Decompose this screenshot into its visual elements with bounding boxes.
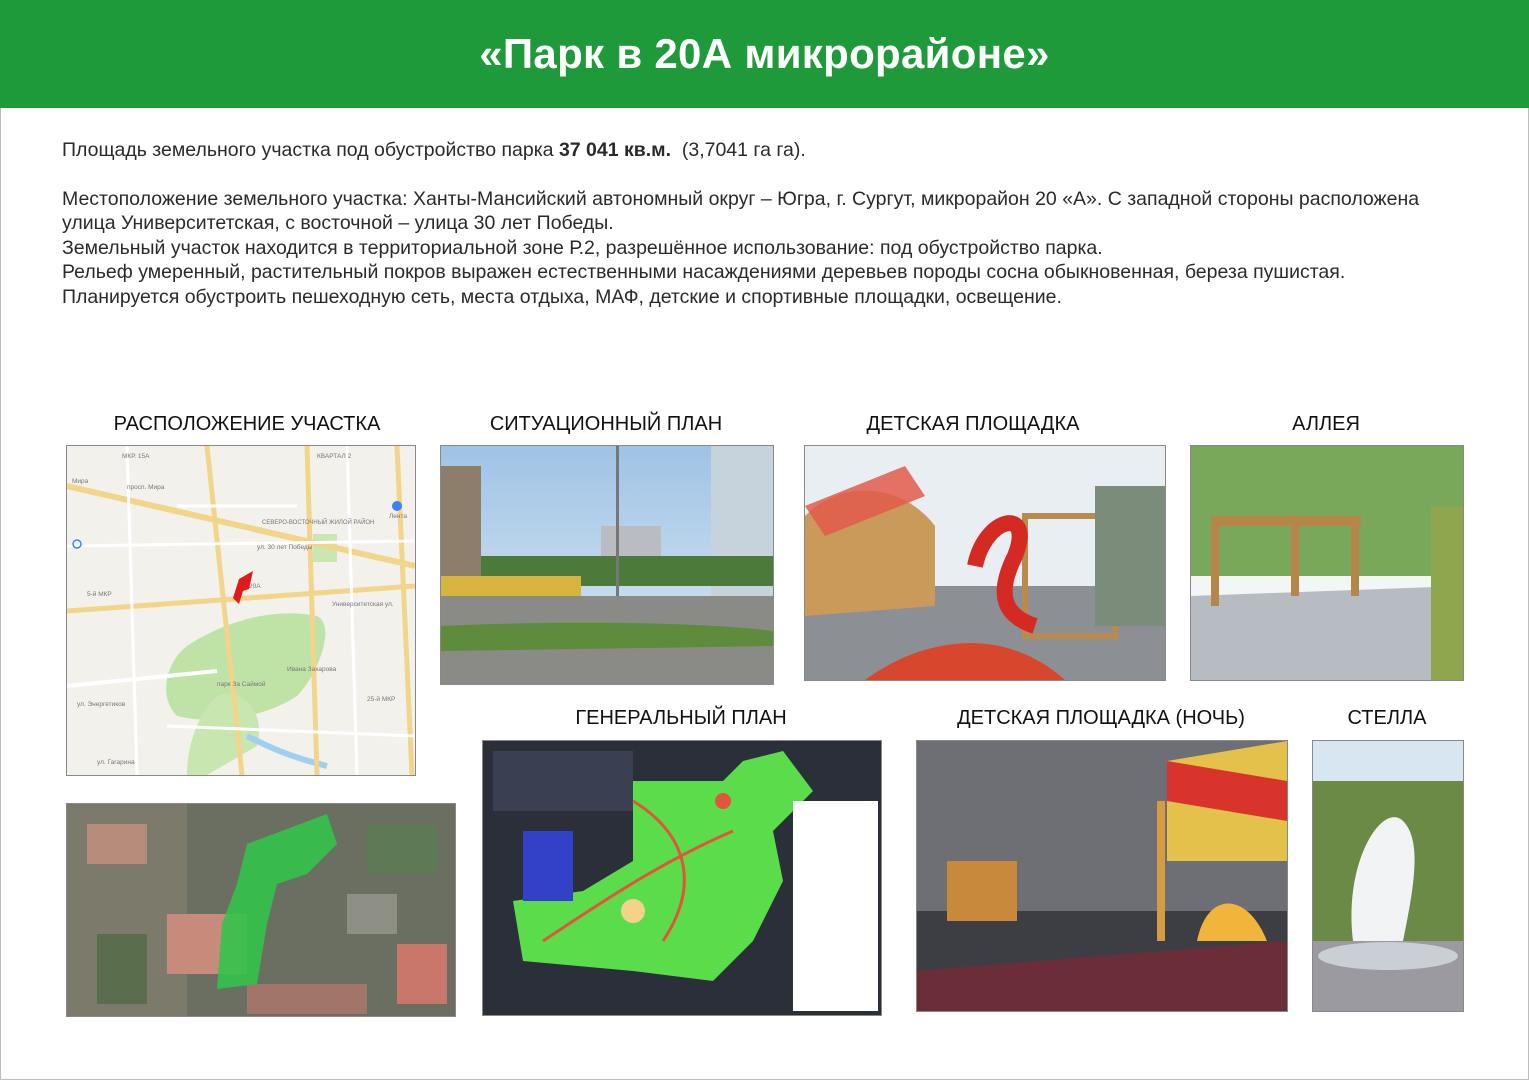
caption-general-plan: ГЕНЕРАЛЬНЫЙ ПЛАН (575, 707, 787, 729)
area-value: 37 041 кв.м. (558, 139, 672, 161)
map-label: парк За Саймой (217, 681, 266, 688)
map-label: 20А (249, 583, 261, 590)
stele-render-svg (1313, 741, 1463, 1011)
street-map (66, 445, 416, 776)
page-title: «Парк в 20А микрорайоне» (479, 30, 1050, 77)
caption-location: РАСПОЛОЖЕНИЕ УЧАСТКА (113, 413, 381, 435)
map-label: Ивана Захарова (287, 666, 337, 673)
map-label: Мира (72, 478, 89, 485)
playground-render-svg (805, 446, 1165, 680)
map-label: Лента (389, 513, 407, 520)
map-label: 25-й МКР (367, 696, 396, 703)
alley-render-svg (1191, 446, 1463, 680)
map-label: МКР. 15А (122, 453, 150, 460)
header-bar (0, 0, 1529, 108)
area-paragraph (62, 138, 1472, 163)
location-paragraph: Местоположение земельного участка: Ханты-Мансийский автономный округ – Югра, г. Сургут, микрорайон 20 «А». С западной стороны расположена улица Университетская, с восточной – улица 30 лет Победы. (62, 187, 1420, 234)
playground-night-svg (917, 741, 1287, 1011)
zone-paragraph: Земельный участок находится в территориальной зоне Р.2, разрешённое использование: под обустройство парка. (62, 236, 1103, 259)
map-label: Университетская ул. (332, 601, 394, 608)
caption-playground: ДЕТСКАЯ ПЛОЩАДКА (866, 413, 1080, 435)
map-label: 5-й МКР (87, 591, 112, 598)
alley-render (1190, 445, 1464, 681)
plans-paragraph: Планируется обустроить пешеходную сеть, места отдыха, МАФ, детские и спортивные площадки, освещение. (62, 285, 1062, 308)
area-prefix: Площадь земельного участка под обустройство парка (62, 139, 559, 161)
playground-render (804, 445, 1166, 681)
caption-alley: АЛЛЕЯ (1292, 413, 1360, 435)
relief-paragraph: Рельеф умеренный, растительный покров выражен естественными насаждениями деревьев породы сосна обыкновенная, береза пушистая. (62, 261, 1346, 283)
caption-playground-night: ДЕТСКАЯ ПЛОЩАДКА (НОЧЬ) (957, 707, 1245, 729)
map-label: КВАРТАЛ 2 (317, 453, 352, 460)
satellite-photo-svg (67, 804, 455, 1016)
map-label: СЕВЕРО-ВОСТОЧНЫЙ ЖИЛОЙ РАЙОН (262, 520, 375, 526)
stele-render (1312, 740, 1464, 1012)
map-label: ул. 30 лет Победы (257, 544, 313, 551)
caption-situation: СИТУАЦИОННЫЙ ПЛАН (489, 413, 723, 435)
general-plan-drawing (482, 740, 882, 1016)
situation-photo-svg (441, 446, 773, 684)
intro-text (62, 138, 1472, 309)
area-suffix: (3,7041 га га). (671, 139, 806, 161)
map-pin-icon (392, 501, 402, 511)
map-label: ул. Гагарина (97, 759, 135, 766)
satellite-photo (66, 803, 456, 1017)
map-label: просп. Мира (127, 484, 165, 491)
street-map-svg (67, 446, 415, 775)
playground-night-render (916, 740, 1288, 1012)
caption-stele: СТЕЛЛА (1347, 707, 1427, 729)
map-label: ул. Энергетиков (77, 701, 126, 708)
general-plan-svg (483, 741, 881, 1015)
situation-photo (440, 445, 774, 685)
